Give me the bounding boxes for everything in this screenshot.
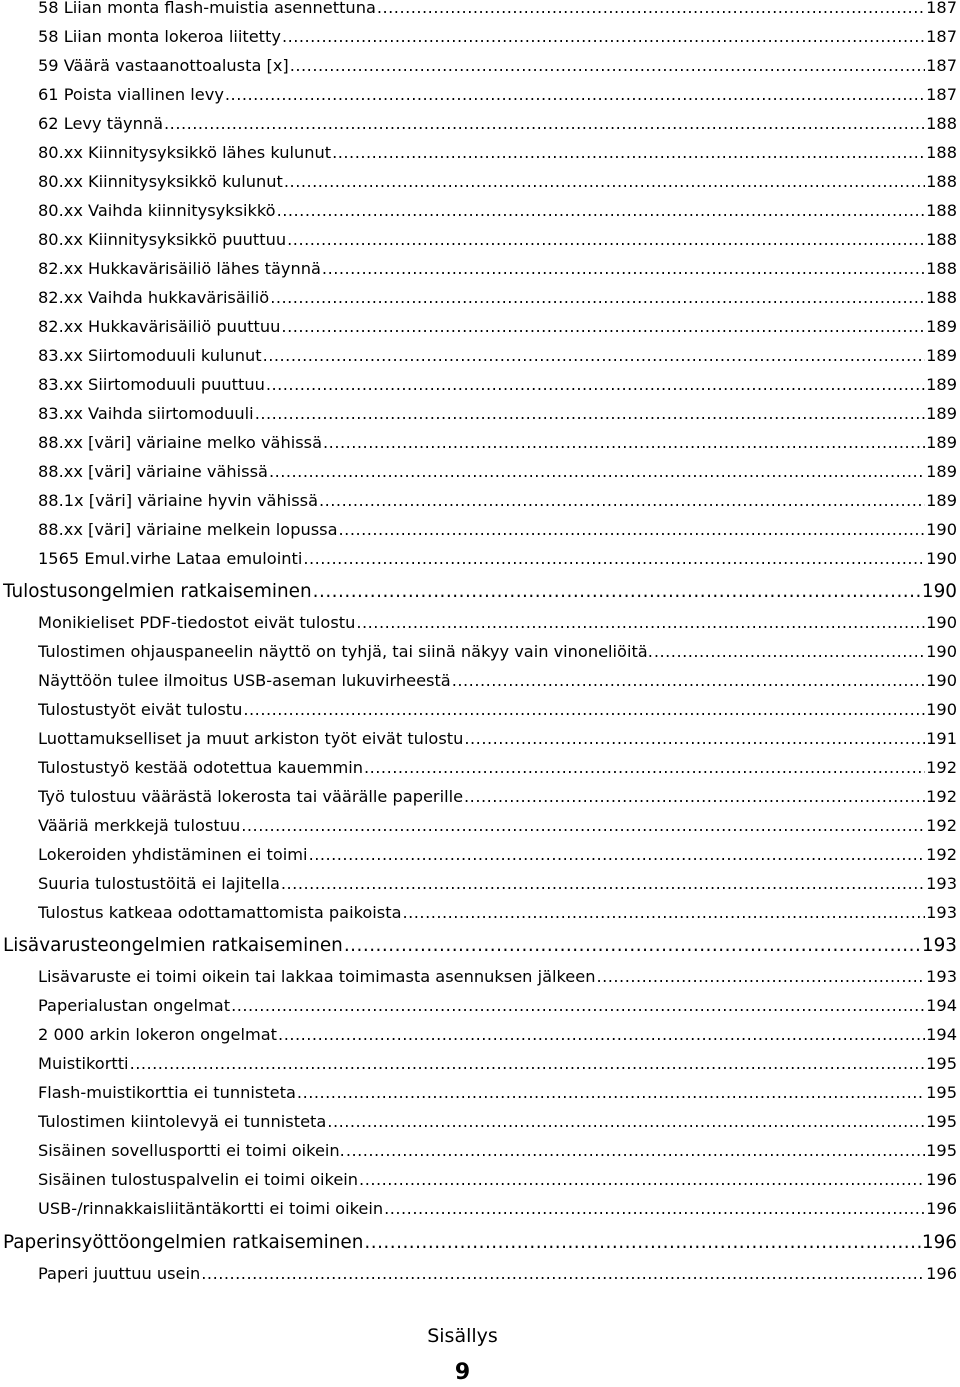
toc-section-heading[interactable]: [3, 935, 957, 965]
toc-entry-title: Vääriä merkkejä tulostuu: [38, 816, 241, 835]
toc-section-page: 190: [921, 581, 957, 602]
toc-entry[interactable]: [38, 1170, 957, 1199]
toc-entry[interactable]: [38, 903, 957, 932]
toc-entry[interactable]: [38, 462, 957, 491]
toc-entry-title: 83.xx Siirtomoduuli puuttuu: [38, 375, 265, 394]
toc-entry[interactable]: [38, 758, 957, 787]
toc-section-page: 193: [921, 935, 957, 956]
toc-entry[interactable]: [38, 549, 957, 578]
toc-entry[interactable]: [38, 613, 957, 642]
toc-entry[interactable]: [38, 1112, 957, 1141]
toc-entry-title: Tulostus katkeaa odottamattomista paikoista: [38, 903, 402, 922]
toc-entry-page: 189: [926, 462, 957, 481]
toc-entry[interactable]: [38, 874, 957, 903]
toc-entry-page: 195: [926, 1141, 957, 1160]
toc-entry-title: 82.xx Hukkavärisäiliö lähes täynnä: [38, 259, 321, 278]
toc-entry-title: Muistikortti: [38, 1054, 129, 1073]
toc-entry-page: 194: [926, 1025, 957, 1044]
toc-section-title: Tulostusongelmien ratkaiseminen: [3, 581, 312, 602]
toc-entry-title: Flash-muistikorttia ei tunnisteta: [38, 1083, 296, 1102]
toc-entry-title: 80.xx Kiinnitysyksikkö kulunut: [38, 172, 283, 191]
toc-entry-page: 190: [926, 613, 957, 632]
toc-entry-title: 88.1x [väri] väriaine hyvin vähissä: [38, 491, 318, 510]
toc-entry-title: 82.xx Vaihda hukkavärisäiliö: [38, 288, 270, 307]
toc-entry-title: 58 Liian monta flash-muistia asennettuna: [38, 0, 376, 17]
toc-entry-page: 188: [926, 114, 957, 133]
toc-entry-title: USB-/rinnakkaisliitäntäkortti ei toimi oikein: [38, 1199, 384, 1218]
toc-entry-title: 62 Levy täynnä: [38, 114, 164, 133]
footer-page-number: 9: [454, 1360, 471, 1385]
toc-entry-title: 1565 Emul.virhe Lataa emulointi: [38, 549, 303, 568]
toc-entry-page: 196: [926, 1199, 957, 1218]
toc-section-heading[interactable]: [3, 1232, 957, 1262]
toc-entry[interactable]: [38, 27, 957, 56]
footer-section-title: Sisällys: [427, 1325, 498, 1347]
toc-entry[interactable]: [38, 671, 957, 700]
toc-entry[interactable]: [38, 288, 957, 317]
toc-entry-page: 190: [926, 642, 957, 661]
toc-entry[interactable]: [38, 201, 957, 230]
toc-entry[interactable]: [38, 85, 957, 114]
toc-entry[interactable]: [38, 114, 957, 143]
toc-entry[interactable]: [38, 143, 957, 172]
toc-entry-page: 188: [926, 201, 957, 220]
toc-entry-page: 189: [926, 375, 957, 394]
toc-entry[interactable]: [38, 1199, 957, 1228]
toc-entry[interactable]: [38, 700, 957, 729]
toc-entry-page: 194: [926, 996, 957, 1015]
toc-entry-title: 88.xx [väri] väriaine melko vähissä: [38, 433, 323, 452]
toc-entry-title: Tulostustyöt eivät tulostu: [38, 700, 243, 719]
toc-entry-page: 191: [926, 729, 957, 748]
toc-entry-title: Luottamukselliset ja muut arkiston työt eivät tulostu: [38, 729, 464, 748]
toc-entry[interactable]: [38, 642, 957, 671]
toc-section-title: Lisävarusteongelmien ratkaiseminen: [3, 935, 343, 956]
toc-entry-page: 190: [926, 700, 957, 719]
toc-entry-title: 88.xx [väri] väriaine vähissä: [38, 462, 268, 481]
toc-entry-page: 187: [926, 27, 957, 46]
toc-entry[interactable]: [38, 816, 957, 845]
toc-entry-page: 192: [926, 758, 957, 777]
toc-entry[interactable]: [38, 0, 957, 27]
toc-entry-page: 188: [926, 230, 957, 249]
toc-entry-page: 189: [926, 491, 957, 510]
toc-entry-page: 187: [926, 85, 957, 104]
toc-entry-page: 190: [926, 520, 957, 539]
toc-entry-page: 188: [926, 143, 957, 162]
toc-section-page: 196: [921, 1232, 957, 1253]
toc-entry-title: 61 Poista viallinen levy: [38, 85, 224, 104]
toc-entry-page: 195: [926, 1083, 957, 1102]
toc-entry-title: Monikieliset PDF-tiedostot eivät tulostu: [38, 613, 356, 632]
toc-entry[interactable]: [38, 520, 957, 549]
toc-entry[interactable]: [38, 787, 957, 816]
toc-entry-title: Sisäinen tulostuspalvelin ei toimi oikein: [38, 1170, 359, 1189]
toc-entry[interactable]: [38, 172, 957, 201]
toc-entry[interactable]: [38, 375, 957, 404]
toc-entry[interactable]: [38, 230, 957, 259]
toc-entry-page: 190: [926, 671, 957, 690]
toc-entry-title: Paperialustan ongelmat: [38, 996, 231, 1015]
toc-entry-title: 58 Liian monta lokeroa liitetty: [38, 27, 281, 46]
toc-entry-page: 193: [926, 903, 957, 922]
toc-entry-page: 196: [926, 1170, 957, 1189]
toc-entry-title: Suuria tulostustöitä ei lajitella: [38, 874, 280, 893]
toc-entry-page: 189: [926, 433, 957, 452]
toc-entry-page: 190: [926, 549, 957, 568]
toc-entry-title: 80.xx Kiinnitysyksikkö lähes kulunut: [38, 143, 332, 162]
toc-entry-page: 187: [926, 56, 957, 75]
toc-entry[interactable]: [38, 346, 957, 375]
toc-entry-title: Lisävaruste ei toimi oikein tai lakkaa toimimasta asennuksen jälkeen: [38, 967, 596, 986]
toc-entry[interactable]: [38, 404, 957, 433]
toc-entry-page: 189: [926, 346, 957, 365]
toc-entry-page: 189: [926, 404, 957, 423]
toc-entry-title: 82.xx Hukkavärisäiliö puuttuu: [38, 317, 281, 336]
toc-entry[interactable]: [38, 967, 957, 996]
toc-entry[interactable]: [38, 259, 957, 288]
toc-entry[interactable]: [38, 996, 957, 1025]
toc-entry[interactable]: [38, 1054, 957, 1083]
toc-entry-page: 193: [926, 874, 957, 893]
toc-entry-title: 83.xx Vaihda siirtomoduuli: [38, 404, 254, 423]
toc-entry[interactable]: [38, 491, 957, 520]
toc-entry-page: 192: [926, 787, 957, 806]
toc-entry-title: Näyttöön tulee ilmoitus USB-aseman lukuvirheestä: [38, 671, 451, 690]
toc-entry-page: 195: [926, 1054, 957, 1073]
toc-entry-page: 189: [926, 317, 957, 336]
toc-entry-title: Paperi juuttuu usein: [38, 1264, 201, 1283]
toc-entry[interactable]: [38, 1141, 957, 1170]
toc-entry[interactable]: [38, 1083, 957, 1112]
toc-entry[interactable]: [38, 729, 957, 758]
toc-entry-title: Sisäinen sovellusportti ei toimi oikein.: [38, 1141, 345, 1160]
toc-section-title: Paperinsyöttöongelmien ratkaiseminen: [3, 1232, 364, 1253]
toc-entry[interactable]: [38, 56, 957, 85]
toc-entry[interactable]: [38, 317, 957, 346]
toc-entry-page: 192: [926, 816, 957, 835]
toc-entry-page: 193: [926, 967, 957, 986]
toc-entry-page: 188: [926, 288, 957, 307]
toc-section-heading[interactable]: [3, 581, 957, 611]
toc-entry-page: 196: [926, 1264, 957, 1283]
toc-entry-page: 195: [926, 1112, 957, 1131]
toc-entry-title: Tulostimen kiintolevyä ei tunnisteta: [38, 1112, 327, 1131]
toc-entry-title: 80.xx Kiinnitysyksikkö puuttuu: [38, 230, 287, 249]
toc-entry-page: 192: [926, 845, 957, 864]
toc-entry-title: Työ tulostuu väärästä lokerosta tai väärälle paperille: [38, 787, 464, 806]
toc-entry[interactable]: [38, 1025, 957, 1054]
toc-entry-title: 2 000 arkin lokeron ongelmat: [38, 1025, 278, 1044]
toc-entry-page: 188: [926, 172, 957, 191]
toc-entry-title: Tulostimen ohjauspaneelin näyttö on tyhjä, tai siinä näkyy vain vinoneliöitä.: [38, 642, 653, 661]
toc-entry-title: 59 Väärä vastaanottoalusta [x]: [38, 56, 289, 75]
toc-entry-page: 187: [926, 0, 957, 17]
toc-entry[interactable]: [38, 1264, 957, 1293]
toc-entry-title: 80.xx Vaihda kiinnitysyksikkö: [38, 201, 276, 220]
toc-entry-page: 188: [926, 259, 957, 278]
toc-entry-title: Lokeroiden yhdistäminen ei toimi: [38, 845, 308, 864]
toc-entry-title: 83.xx Siirtomoduuli kulunut: [38, 346, 262, 365]
toc-entry[interactable]: [38, 845, 957, 874]
toc-entry[interactable]: [38, 433, 957, 462]
toc-entry-title: 88.xx [väri] väriaine melkein lopussa: [38, 520, 338, 539]
toc-entry-title: Tulostustyö kestää odotettua kauemmin: [38, 758, 363, 777]
